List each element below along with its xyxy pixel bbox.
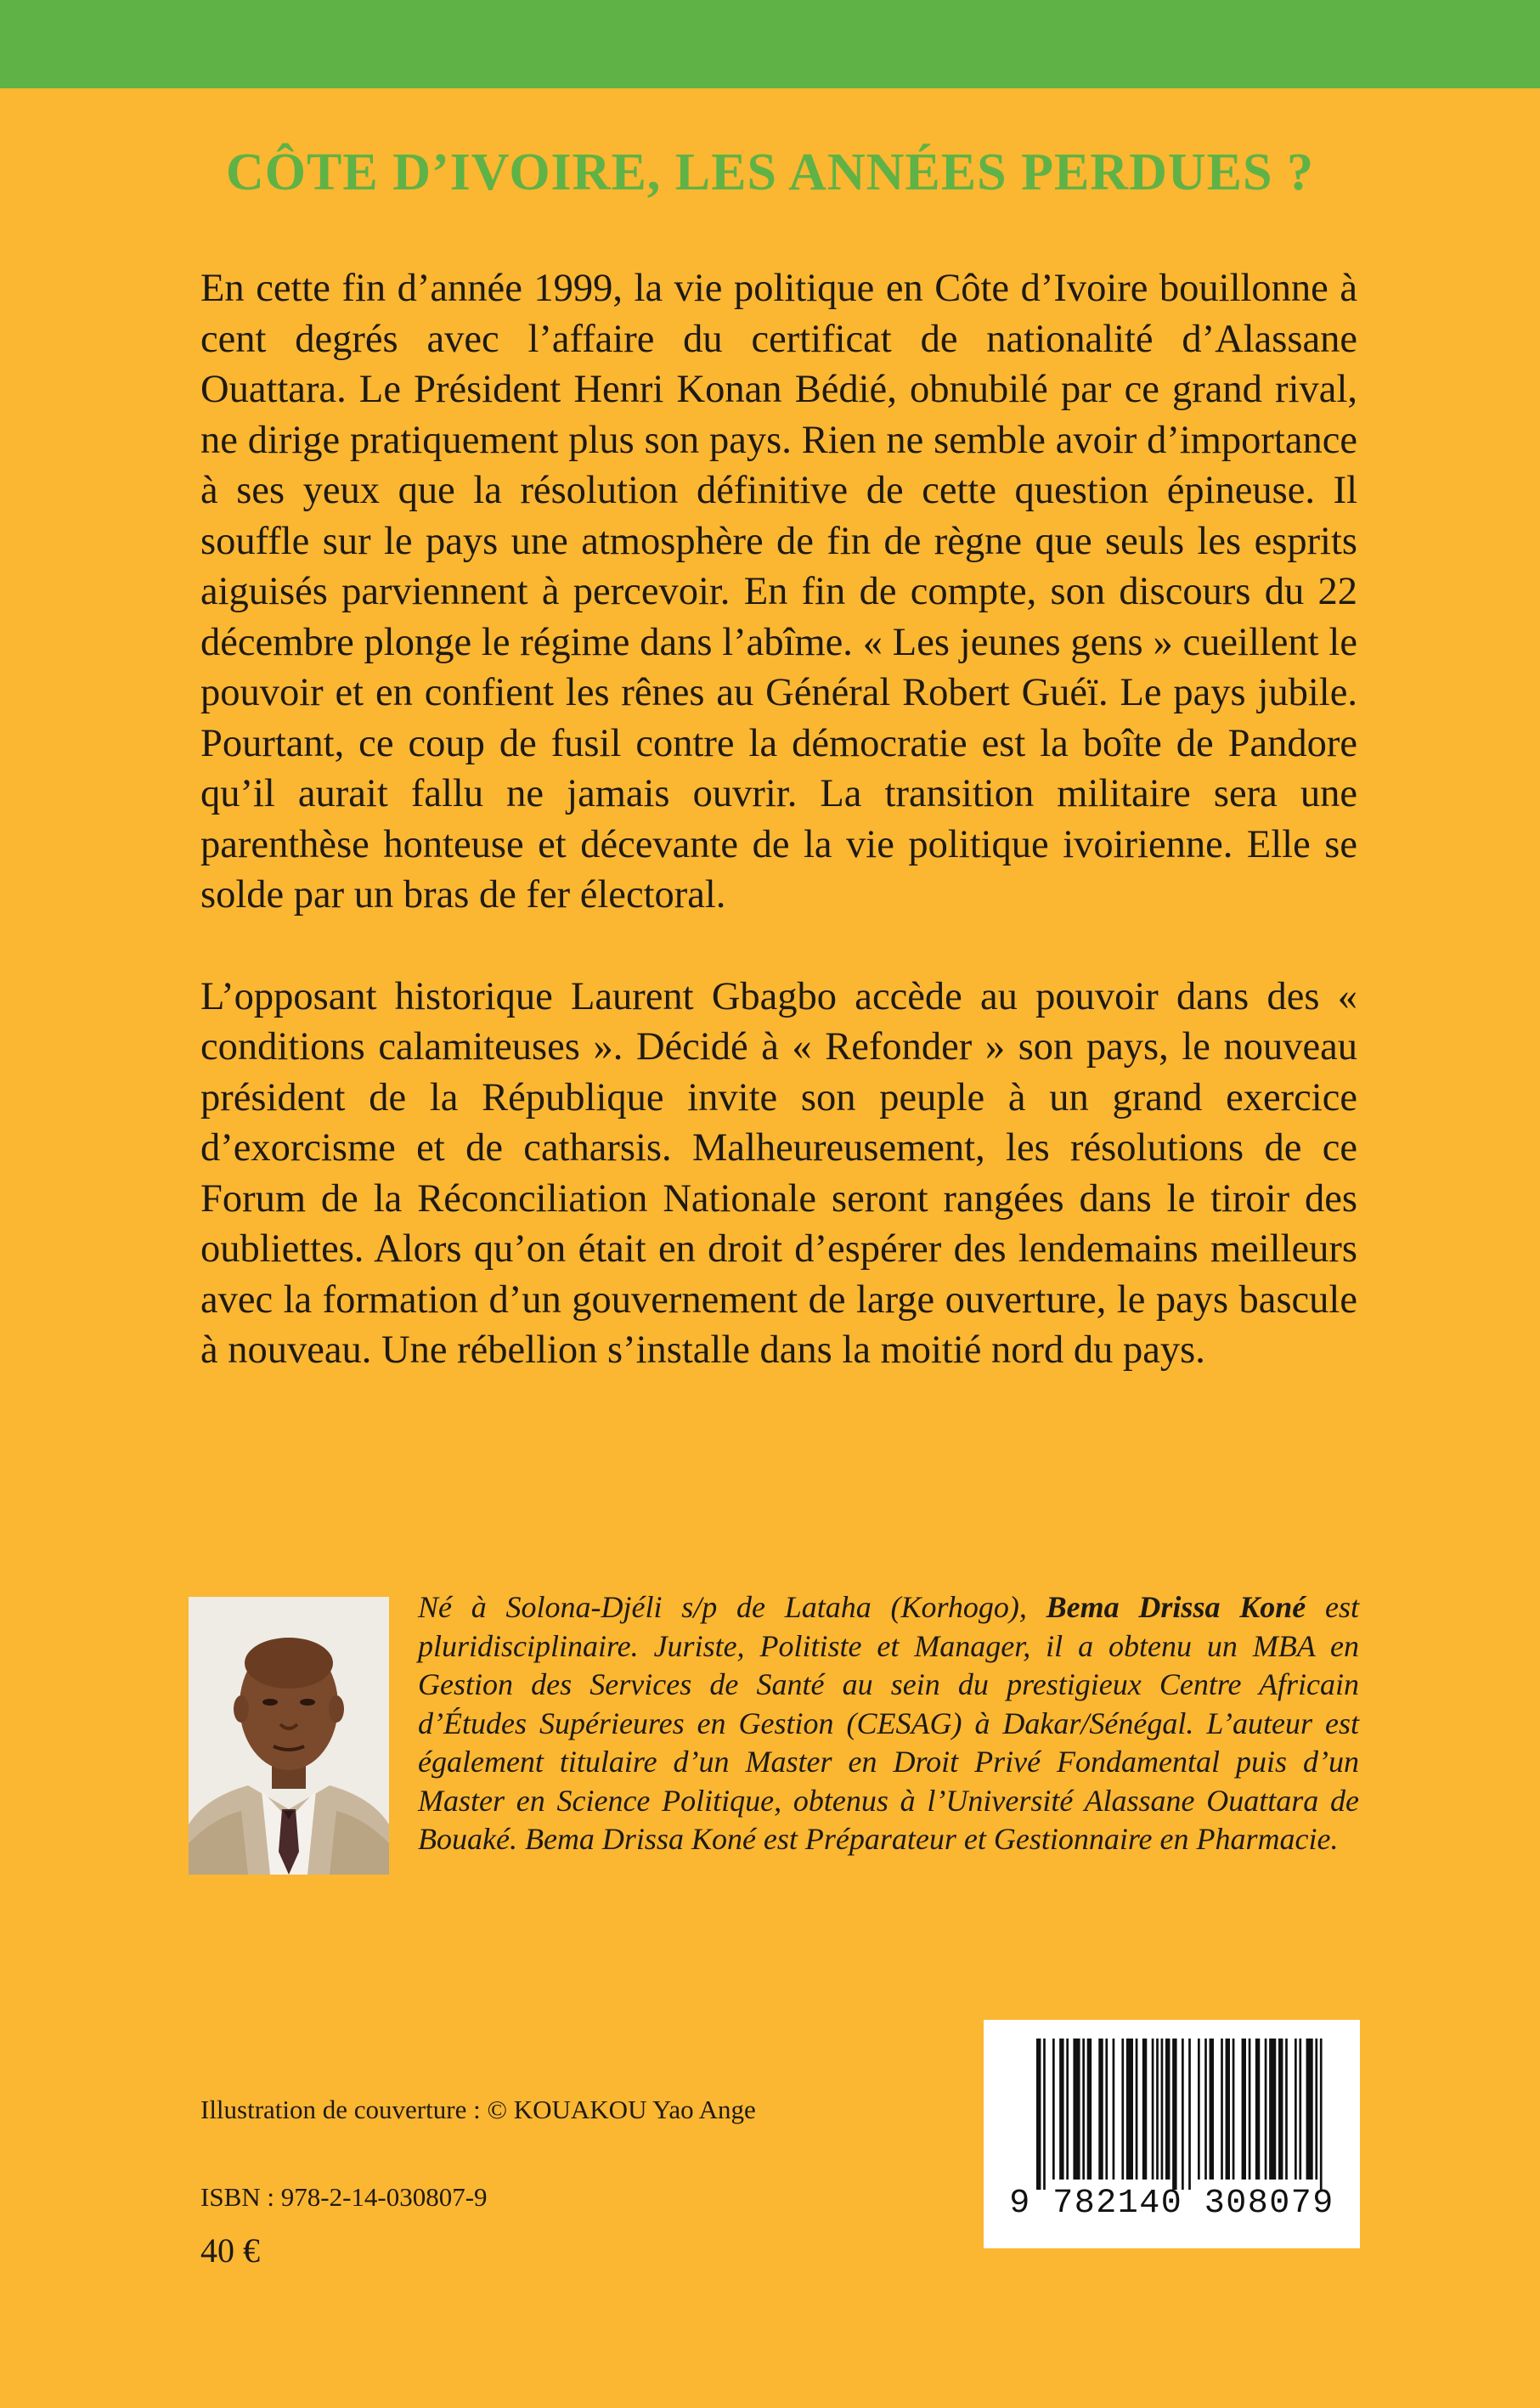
barcode-bar [1278, 2039, 1283, 2180]
barcode-bar [1052, 2039, 1055, 2180]
barcode-bar [1242, 2039, 1246, 2180]
barcode-bar [1113, 2039, 1115, 2180]
barcode-bar [1136, 2039, 1138, 2180]
author-photo [189, 1597, 389, 1875]
barcode-bar [1161, 2039, 1164, 2180]
barcode-bar [1265, 2039, 1267, 2180]
isbn: ISBN : 978-2-14-030807-9 [200, 2182, 488, 2212]
barcode-bar [1105, 2039, 1108, 2180]
barcode-bar [1198, 2039, 1200, 2180]
book-title: CÔTE D’IVOIRE, LES ANNÉES PERDUES ? [226, 144, 1314, 201]
barcode-bar [1165, 2039, 1170, 2180]
barcode-bar [1073, 2039, 1080, 2180]
barcode-bar [1082, 2039, 1085, 2180]
barcode-bar [1255, 2039, 1260, 2180]
barcode-bar [1098, 2039, 1103, 2180]
barcode-bar [1152, 2039, 1154, 2180]
top-color-band [0, 0, 1540, 88]
barcode-bar [1121, 2039, 1124, 2180]
barcode-bar [1249, 2039, 1251, 2180]
barcode-bar [1043, 2039, 1046, 2190]
barcode-bar [1233, 2039, 1235, 2180]
barcode-bar [1269, 2039, 1276, 2180]
barcode-bar [1126, 2039, 1133, 2180]
barcode-bar [1182, 2039, 1184, 2190]
barcode-bar [1087, 2039, 1092, 2180]
barcode-bar [1221, 2039, 1223, 2180]
author-name: Bema Drissa Koné [1046, 1590, 1306, 1624]
synopsis-paragraph-2: L’opposant historique Laurent Gbagbo accède au pouvoir dans des « conditions calamiteuses ». Décidé à « Refonder » son pays, le nouveau président de la République invite son peuple à un grand exercice d’exorcisme et de catharsis. Malheureusement, les résolutions de ce Forum de la Réconciliation Nationale seront rangées dans le tiroir des oubliettes. Alors qu’on était en droit d’espérer des lendemains meilleurs avec la formation d’un gouvernement de large ouverture, le pays bascule à nouveau. Une rébellion s’installe dans la moitié nord du pays. [200, 974, 1357, 1372]
barcode-bar [1036, 2039, 1041, 2190]
barcode-bar [1188, 2039, 1191, 2190]
barcode-bar [1156, 2039, 1159, 2180]
author-portrait-image [189, 1597, 389, 1875]
barcode-bar [1066, 2039, 1069, 2180]
synopsis [200, 263, 1357, 1427]
barcode-bar [1315, 2039, 1317, 2180]
author-bio-details: est pluridisciplinaire. Juriste, Politiste et Manager, il a obtenu un MBA en Gestion des Services de Santé au sein du prestigieux Centre Africain d’Études Supérieures en Gestion (CESAG) à Dakar/Sénégal. L’auteur est également titulaire d’un Master en Droit Privé Fondamental puis d’un Master en Science Politique, obtenus à l’Université Alassane Ouattara de Bouaké. Bema Drissa Koné est Préparateur et Gestionnaire en Pharmacie. [418, 1590, 1359, 1856]
illustration-credit: Illustration de couverture : © KOUAKOU Yao Ange [200, 2095, 756, 2124]
barcode-bar [1226, 2039, 1230, 2180]
barcode-bar [1210, 2039, 1214, 2180]
barcode-bar [1172, 2039, 1176, 2190]
barcode-bar [1285, 2039, 1288, 2180]
barcode [984, 2020, 1360, 2248]
barcode-bar [1059, 2039, 1063, 2180]
barcode-bar [1295, 2039, 1297, 2180]
price: 40 € [200, 2231, 260, 2270]
barcode-bar [1142, 2039, 1147, 2180]
barcode-bar [1306, 2039, 1313, 2180]
synopsis-paragraph-1: En cette fin d’année 1999, la vie politique en Côte d’Ivoire bouillonne à cent degrés avec l’affaire du certificat de nationalité d’Alassane Ouattara. Le Président Henri Konan Bédié, obnubilé par ce grand rival, ne dirige pratiquement plus son pays. Rien ne semble avoir d’importance à ses yeux que la résolution définitive de cette question épineuse. Il souffle sur le pays une atmosphère de fin de règne que seuls les esprits aiguisés parviennent à percevoir. En fin de compte, son discours du 22 décembre plonge le régime dans l’abîme. « Les jeunes gens » cueillent le pouvoir et en confient les rênes au Général Robert Guéï. Le pays jubile. Pourtant, ce coup de fusil contre la démocratie est la boîte de Pandore qu’il aurait fallu ne jamais ouvrir. La transition militaire sera une parenthèse honteuse et décevante de la vie politique ivoirienne. Elle se solde par un bras de fer électoral. [200, 267, 1357, 916]
author-bio-intro: Né à Solona-Djéli s/p de Lataha (Korhogo), [418, 1590, 1046, 1624]
author-bio [418, 1588, 1359, 1859]
barcode-digits: 9 782140 308079 [1009, 2185, 1334, 2223]
barcode-bar [1299, 2039, 1301, 2180]
barcode-bar [1320, 2039, 1323, 2190]
barcode-bar [1204, 2039, 1207, 2180]
